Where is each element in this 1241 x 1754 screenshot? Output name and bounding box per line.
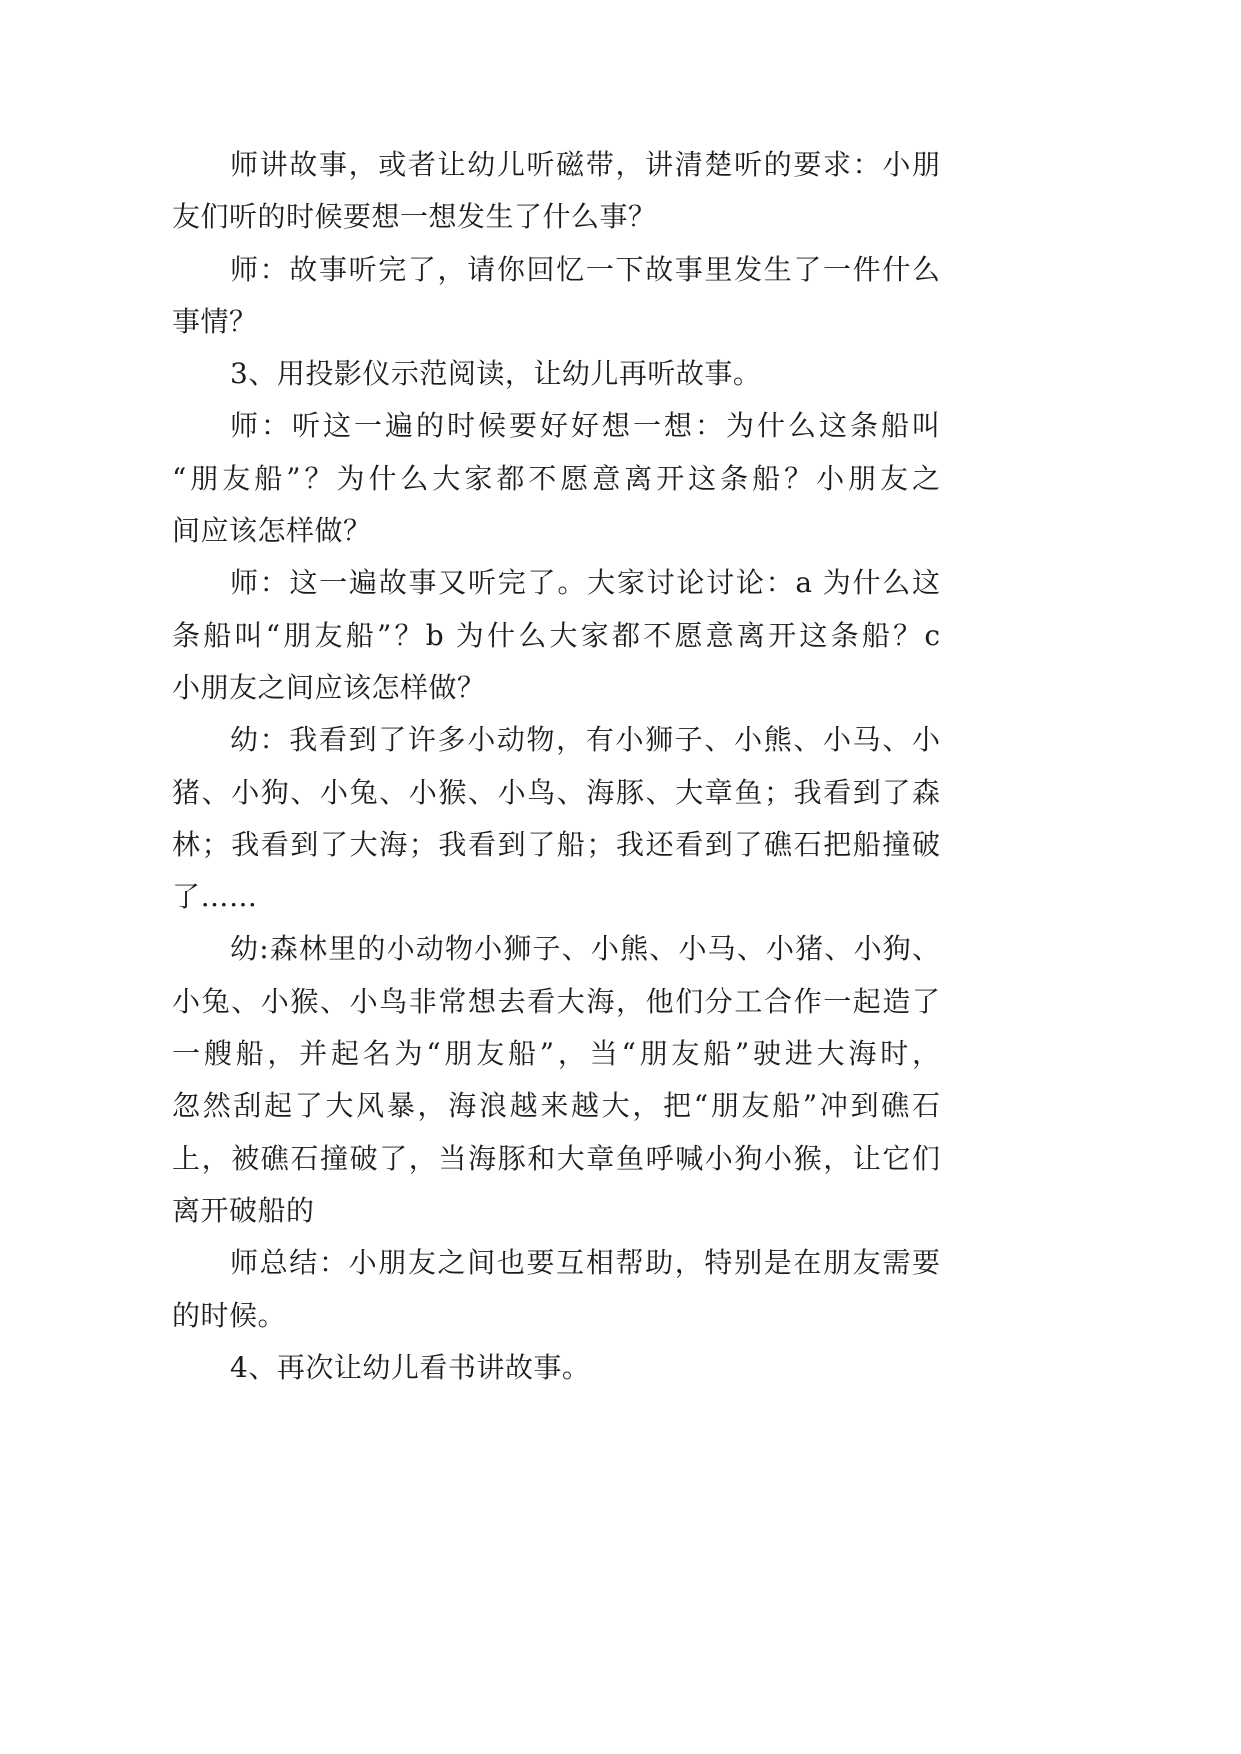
paragraph-2 bbox=[172, 244, 940, 349]
text-line: 的时候。 bbox=[172, 1298, 287, 1332]
document-body bbox=[172, 139, 940, 1394]
text-line: 幼：我看到了许多小动物，有小狮子、小熊、小马、小 bbox=[230, 723, 940, 757]
paragraph-8 bbox=[172, 1237, 940, 1342]
paragraph-3 bbox=[172, 348, 940, 400]
text-line: 师总结：小朋友之间也要互相帮助，特别是在朋友需要 bbox=[230, 1246, 940, 1280]
text-line: 林；我看到了大海；我看到了船；我还看到了礁石把船撞破 bbox=[172, 827, 940, 861]
text-line: 小朋友之间应该怎样做？ bbox=[172, 670, 486, 704]
text-line: 条船叫“朋友船”？b 为什么大家都不愿意离开这条船？c bbox=[172, 618, 940, 652]
paragraph-5 bbox=[172, 557, 940, 714]
text-line: 了…… bbox=[172, 880, 258, 914]
text-line: 3、用投影仪示范阅读，让幼儿再听故事。 bbox=[230, 357, 762, 391]
text-line: 小兔、小猴、小鸟非常想去看大海，他们分工合作一起造了 bbox=[172, 984, 940, 1018]
paragraph-7 bbox=[172, 923, 940, 1237]
paragraph-6 bbox=[172, 714, 940, 923]
text-line: 幼:森林里的小动物小狮子、小熊、小马、小猪、小狗、 bbox=[230, 932, 940, 966]
text-line: 一艘船，并起名为“朋友船”，当“朋友船”驶进大海时， bbox=[172, 1037, 940, 1071]
text-line: 事情？ bbox=[172, 304, 258, 338]
text-line: 4、再次让幼儿看书讲故事。 bbox=[230, 1350, 591, 1384]
text-line: 师讲故事，或者让幼儿听磁带，讲清楚听的要求：小朋 bbox=[230, 148, 940, 181]
text-line: 猪、小狗、小兔、小猴、小鸟、海豚、大章鱼；我看到了森 bbox=[172, 775, 940, 809]
paragraph-4 bbox=[172, 400, 940, 557]
text-line: “朋友船”？为什么大家都不愿意离开这条船？小朋友之 bbox=[172, 461, 940, 495]
text-line: 师：这一遍故事又听完了。大家讨论讨论：a 为什么这 bbox=[230, 566, 940, 600]
text-line: 上，被礁石撞破了，当海豚和大章鱼呼喊小狗小猴，让它们 bbox=[172, 1141, 940, 1175]
paragraph-1 bbox=[172, 139, 940, 244]
text-line: 离开破船的 bbox=[172, 1193, 315, 1227]
text-line: 师：听这一遍的时候要好好想一想：为什么这条船叫 bbox=[230, 409, 940, 443]
text-line: 忽然刮起了大风暴，海浪越来越大，把“朋友船”冲到礁石 bbox=[172, 1089, 940, 1123]
text-line: 师：故事听完了，请你回忆一下故事里发生了一件什么 bbox=[230, 252, 940, 286]
text-line: 间应该怎样做？ bbox=[172, 514, 372, 548]
paragraph-9 bbox=[172, 1342, 940, 1394]
text-line: 友们听的时候要想一想发生了什么事？ bbox=[172, 200, 657, 234]
